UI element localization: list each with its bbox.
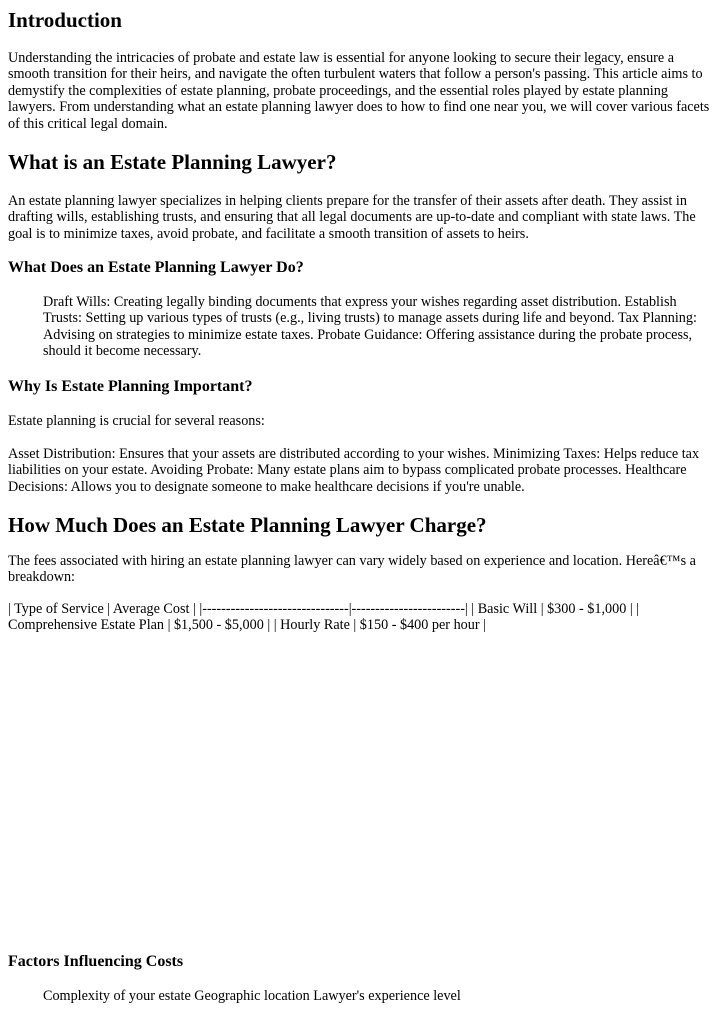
- cost-heading: How Much Does an Estate Planning Lawyer Charge?: [8, 513, 487, 537]
- why-intro-paragraph: Estate planning is crucial for several reasons:: [8, 413, 265, 429]
- do-list: Draft Wills: Creating legally binding documents that express your wishes regarding asset distribution. Establish Trusts: Setting up various types of trusts (e.g., living trusts) to manage assets during life and beyond. Tax Planning: Advising on strategies to minimize estate taxes. Probate Guidance: Offering assistance during the probate process, should it become necessary.: [43, 294, 697, 360]
- what-paragraph: An estate planning lawyer specializes in helping clients prepare for the transfer of their assets after death. They assist in drafting wills, establishing trusts, and ensuring that all legal documents are up-to-date and compliant with state laws. The goal is to minimize taxes, avoid probate, and facilitate a smooth transition of assets to heirs.: [8, 193, 696, 242]
- intro-paragraph: Understanding the intricacies of probate and estate law is essential for anyone looking to secure their legacy, ensure a smooth transition for their heirs, and navigate the often turbulent waters that follow a person's passing. This article aims to demystify the complexities of estate planning, probate proceedings, and the essential roles played by estate planning lawyers. From understanding what an estate planning lawyer does to how to find one near you, we will cover various facets of this critical legal domain.: [8, 50, 710, 132]
- why-list: Asset Distribution: Ensures that your assets are distributed according to your wishes. Minimizing Taxes: Helps reduce tax liabilities on your estate. Avoiding Probate: Many estate plans aim to bypass complicated probate processes. Healthcare Decisions: Allows you to designate someone to make healthcare decisions if you're unable.: [8, 446, 700, 495]
- what-heading: What is an Estate Planning Lawyer?: [8, 150, 337, 174]
- cost-intro-paragraph: The fees associated with hiring an estate planning lawyer can vary widely based on experience and location. Hereâ€™s a breakdown:: [8, 553, 696, 586]
- factors-list: Complexity of your estate Geographic location Lawyer's experience level: [43, 988, 461, 1004]
- why-heading: Why Is Estate Planning Important?: [8, 378, 253, 395]
- do-heading: What Does an Estate Planning Lawyer Do?: [8, 259, 304, 276]
- cost-table-text: | Type of Service | Average Cost | |-------------------------------|------------------------| | Basic Will | $300 - $1,000 | | Comprehensive Estate Plan | $1,500 - $5,000 | | Hourly Rate | $150 - $400 per hour |: [8, 601, 640, 634]
- intro-heading: Introduction: [8, 8, 122, 32]
- factors-heading: Factors Influencing Costs: [8, 953, 184, 970]
